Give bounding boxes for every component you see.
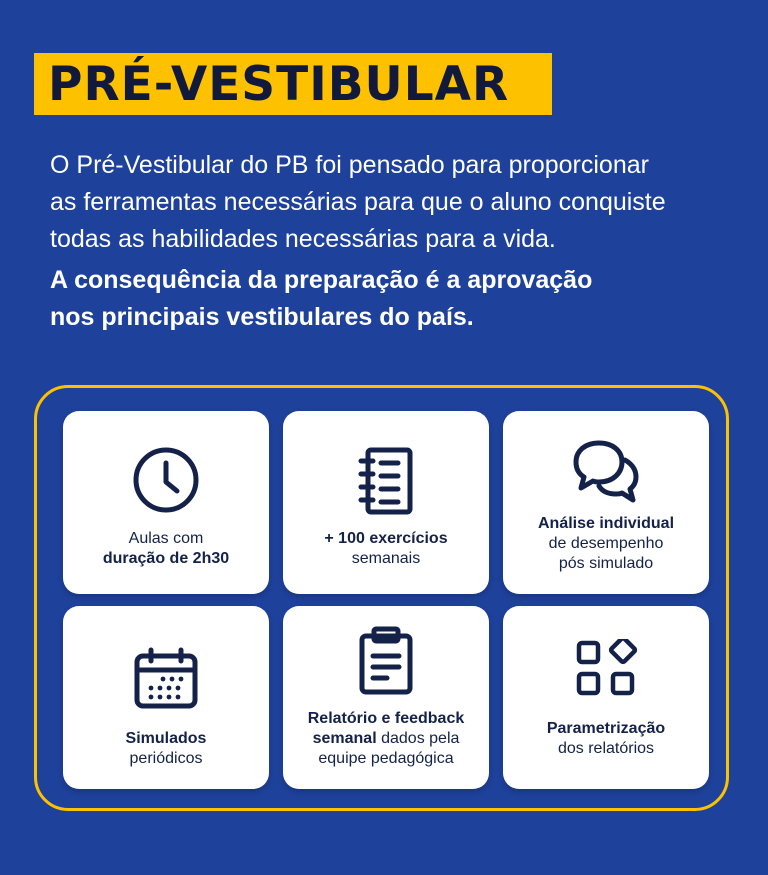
feature-text xyxy=(69,729,263,769)
feature-text xyxy=(289,709,483,769)
notebook-icon xyxy=(356,446,416,516)
feature-line: equipe pedagógica xyxy=(318,750,454,767)
feature-line: dos relatórios xyxy=(557,740,655,757)
feature-card-simulations xyxy=(63,606,269,789)
feature-line: de desempenho xyxy=(548,535,664,552)
highlight-line: nos principais vestibulares do país. xyxy=(50,303,474,331)
feature-card-exercises xyxy=(283,411,489,594)
calendar-icon xyxy=(133,646,199,710)
title-banner xyxy=(34,53,552,115)
clock-icon xyxy=(131,445,201,515)
feature-line: Relatório e feedback xyxy=(307,710,465,727)
feature-line: pós simulado xyxy=(558,555,654,572)
feature-line: semanais xyxy=(351,550,421,567)
feature-card-report xyxy=(283,606,489,789)
highlight-line: A consequência da preparação é a aprovação xyxy=(50,266,593,294)
intro-line: O Pré-Vestibular do PB foi pensado para proporcionar xyxy=(50,151,649,179)
intro-paragraph xyxy=(50,147,740,258)
feature-line: semanal dados pela xyxy=(312,730,460,747)
feature-card-analysis xyxy=(503,411,709,594)
feature-card-parametrization xyxy=(503,606,709,789)
feature-card-lessons xyxy=(63,411,269,594)
feature-line: Análise individual xyxy=(537,515,675,532)
intro-line: todas as habilidades necessárias para a vida. xyxy=(50,225,556,253)
feature-text xyxy=(289,529,483,569)
shapes-icon xyxy=(575,639,637,697)
feature-text xyxy=(509,719,703,759)
highlight-paragraph xyxy=(50,262,740,336)
page-title: PRÉ-VESTIBULAR xyxy=(48,57,510,112)
chat-bubbles-icon xyxy=(571,437,641,505)
feature-line: + 100 exercícios xyxy=(324,530,448,547)
feature-text xyxy=(69,529,263,569)
intro-line: as ferramentas necessárias para que o aluno conquiste xyxy=(50,188,666,216)
clipboard-icon xyxy=(357,626,415,696)
feature-line: duração de 2h30 xyxy=(102,550,230,567)
feature-line: periódicos xyxy=(129,750,203,767)
feature-text xyxy=(509,514,703,574)
feature-line: Parametrização xyxy=(546,720,666,737)
feature-line: Aulas com xyxy=(128,530,204,547)
feature-line: Simulados xyxy=(125,730,207,747)
